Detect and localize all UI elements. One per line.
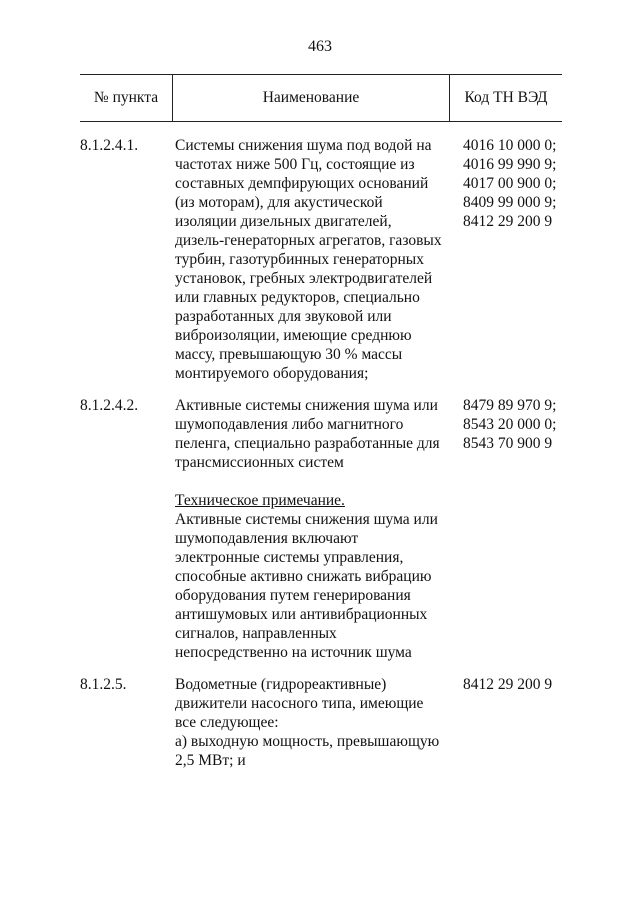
name-line: пеленга, специально разработанные для bbox=[175, 435, 440, 452]
item-codes bbox=[463, 675, 568, 694]
code-line: 4016 10 000 0; bbox=[463, 137, 557, 154]
note-line: Активные системы снижения шума или bbox=[175, 511, 438, 528]
header-code: Код ТН ВЭД bbox=[464, 89, 548, 106]
note-line: непосредственно на источник шума bbox=[175, 644, 412, 661]
note-line: электронные системы управления, bbox=[175, 549, 404, 566]
name-line: изоляции дизельных двигателей, bbox=[175, 213, 392, 230]
header-name: Наименование bbox=[172, 75, 450, 121]
name-line: Системы снижения шума под водой на bbox=[175, 137, 432, 154]
name-line: Активные системы снижения шума или bbox=[175, 397, 438, 414]
name-line: 2,5 МВт; и bbox=[175, 752, 246, 769]
header-number: № пункта bbox=[93, 89, 159, 106]
note-line: антишумовых или антивибрационных bbox=[175, 606, 428, 623]
name-line: все следующее: bbox=[175, 714, 279, 731]
name-line: массу, превышающую 30 % массы bbox=[175, 346, 403, 363]
name-line: турбин, газотурбинных генераторных bbox=[175, 251, 424, 268]
name-line: разработанных для звуковой или bbox=[175, 308, 392, 325]
name-line: Водометные (гидрореактивные) bbox=[175, 676, 387, 693]
name-line: составных демпфирующих оснований bbox=[175, 175, 429, 192]
item-number: 8.1.2.4.2. bbox=[80, 397, 139, 414]
item-name bbox=[175, 396, 460, 662]
code-line: 8409 99 000 9; bbox=[463, 194, 557, 211]
name-line: виброизоляции, имеющие среднюю bbox=[175, 327, 412, 344]
name-line: а) выходную мощность, превышающую bbox=[175, 733, 440, 750]
note-line: сигналов, направленных bbox=[175, 625, 337, 642]
name-line: или главных редукторов, специально bbox=[175, 289, 420, 306]
name-line: частотах ниже 500 Гц, состоящие из bbox=[175, 156, 415, 173]
item-codes bbox=[463, 136, 568, 231]
name-line: (из моторам), для акустической bbox=[175, 194, 383, 211]
name-line: дизель-генераторных агрегатов, газовых bbox=[175, 232, 442, 249]
page-number: 463 bbox=[308, 38, 332, 55]
name-line: шумоподавления либо магнитного bbox=[175, 416, 404, 433]
code-line: 8479 89 970 9; bbox=[463, 397, 557, 414]
name-line: трансмиссионных систем bbox=[175, 454, 344, 471]
code-line: 8412 29 200 9 bbox=[463, 213, 553, 230]
code-line: 8543 70 900 9 bbox=[463, 435, 553, 452]
item-number: 8.1.2.4.1. bbox=[80, 137, 139, 154]
note-spacer bbox=[175, 472, 460, 491]
item-name bbox=[175, 675, 460, 770]
note-line: способные активно снижать вибрацию bbox=[175, 568, 432, 585]
code-line: 4017 00 900 0; bbox=[463, 175, 557, 192]
code-line: 8412 29 200 9 bbox=[463, 676, 553, 693]
code-line: 8543 20 000 0; bbox=[463, 416, 557, 433]
table-header bbox=[80, 74, 562, 122]
name-line: монтируемого оборудования; bbox=[175, 365, 369, 382]
item-codes bbox=[463, 396, 568, 453]
code-line: 4016 99 990 9; bbox=[463, 156, 557, 173]
item-name bbox=[175, 136, 460, 383]
note-line: шумоподавления включают bbox=[175, 530, 359, 547]
technical-note-title: Техническое примечание. bbox=[175, 492, 345, 509]
item-number: 8.1.2.5. bbox=[80, 676, 127, 693]
note-line: оборудования путем генерирования bbox=[175, 587, 411, 604]
name-line: установок, гребных электродвигателей bbox=[175, 270, 433, 287]
name-line: движители насосного типа, имеющие bbox=[175, 695, 424, 712]
